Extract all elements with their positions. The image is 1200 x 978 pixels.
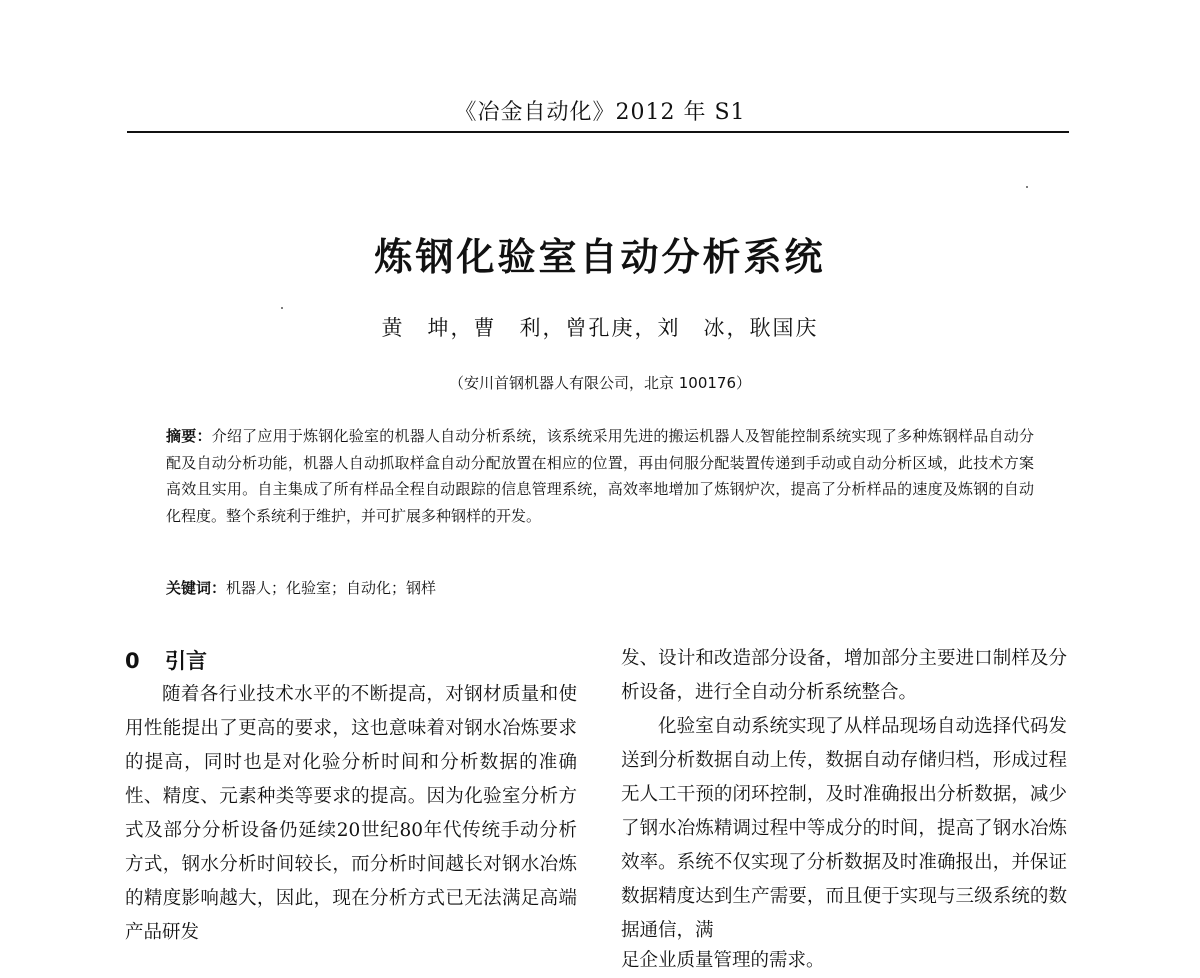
author-list: 黄 坤，曹 利，曾孔庚，刘 冰，耿国庆 (381, 316, 819, 340)
section-title: 引言 (165, 649, 207, 673)
body-column-left (125, 678, 577, 950)
abstract (166, 423, 1034, 529)
paper-title: 炼钢化验室自动分析系统 (374, 235, 826, 279)
body-paragraph: 随着各行业技术水平的不断提高，对钢材质量和使用性能提出了更高的要求，这也意味着对钢水冶炼要求的提高，同时也是对化验分析时间和分析数据的准确性、精度、元素种类等要求的提高。因为化验室分析方式及部分分析设备仍延续20世纪80年代传统手动分析方式，钢水分析时间较长，而分析时间越长对钢水冶炼的精度影响越大，因此，现在分析方式已无法满足高端产品研发 (125, 684, 577, 943)
body-column-right (621, 642, 1067, 948)
running-header: 《冶金自动化》2012 年 S1 (454, 100, 746, 125)
section-number: 0 (125, 649, 140, 673)
section-heading (125, 645, 207, 675)
abstract-text: 介绍了应用于炼钢化验室的机器人自动分析系统，该系统采用先进的搬运机器人及智能控制系统实现了多种炼钢样品自动分配及自动分析功能，机器人自动抓取样盒自动分配放置在相应的位置，再由伺服分配装置传递到手动或自动分析区域，此技术方案高效且实用。自主集成了所有样品全程自动跟踪的信息管理系统，高效率地增加了炼钢炉次，提高了分析样品的速度及炼钢的自动化程度。整个系统利于维护，并可扩展多种钢样的开发。 (166, 427, 1034, 525)
body-paragraph: 发、设计和改造部分设备，增加部分主要进口制样及分析设备，进行全自动分析系统整合。 (621, 648, 1067, 703)
author-affiliation: （安川首钢机器人有限公司，北京 100176） (448, 374, 752, 392)
keywords (166, 576, 1034, 600)
clipped-body-line: 足企业质量管理的需求。 (621, 950, 825, 971)
header-rule (127, 131, 1069, 133)
keywords-text: 机器人；化验室；自动化；钢样 (226, 579, 437, 597)
scan-speck (1026, 186, 1028, 188)
body-paragraph: 化验室自动系统实现了从样品现场自动选择代码发送到分析数据自动上传，数据自动存储归档，形成过程无人工干预的闭环控制，及时准确报出分析数据，减少了钢水冶炼精调过程中等成分的时间，提高了钢水冶炼效率。系统不仅实现了分析数据及时准确报出，并保证数据精度达到生产需要，而且便于实现与三级系统的数据通信，满 (621, 716, 1067, 941)
scan-speck (281, 307, 283, 309)
abstract-label: 摘要： (166, 427, 212, 445)
keywords-label: 关键词： (166, 579, 227, 597)
